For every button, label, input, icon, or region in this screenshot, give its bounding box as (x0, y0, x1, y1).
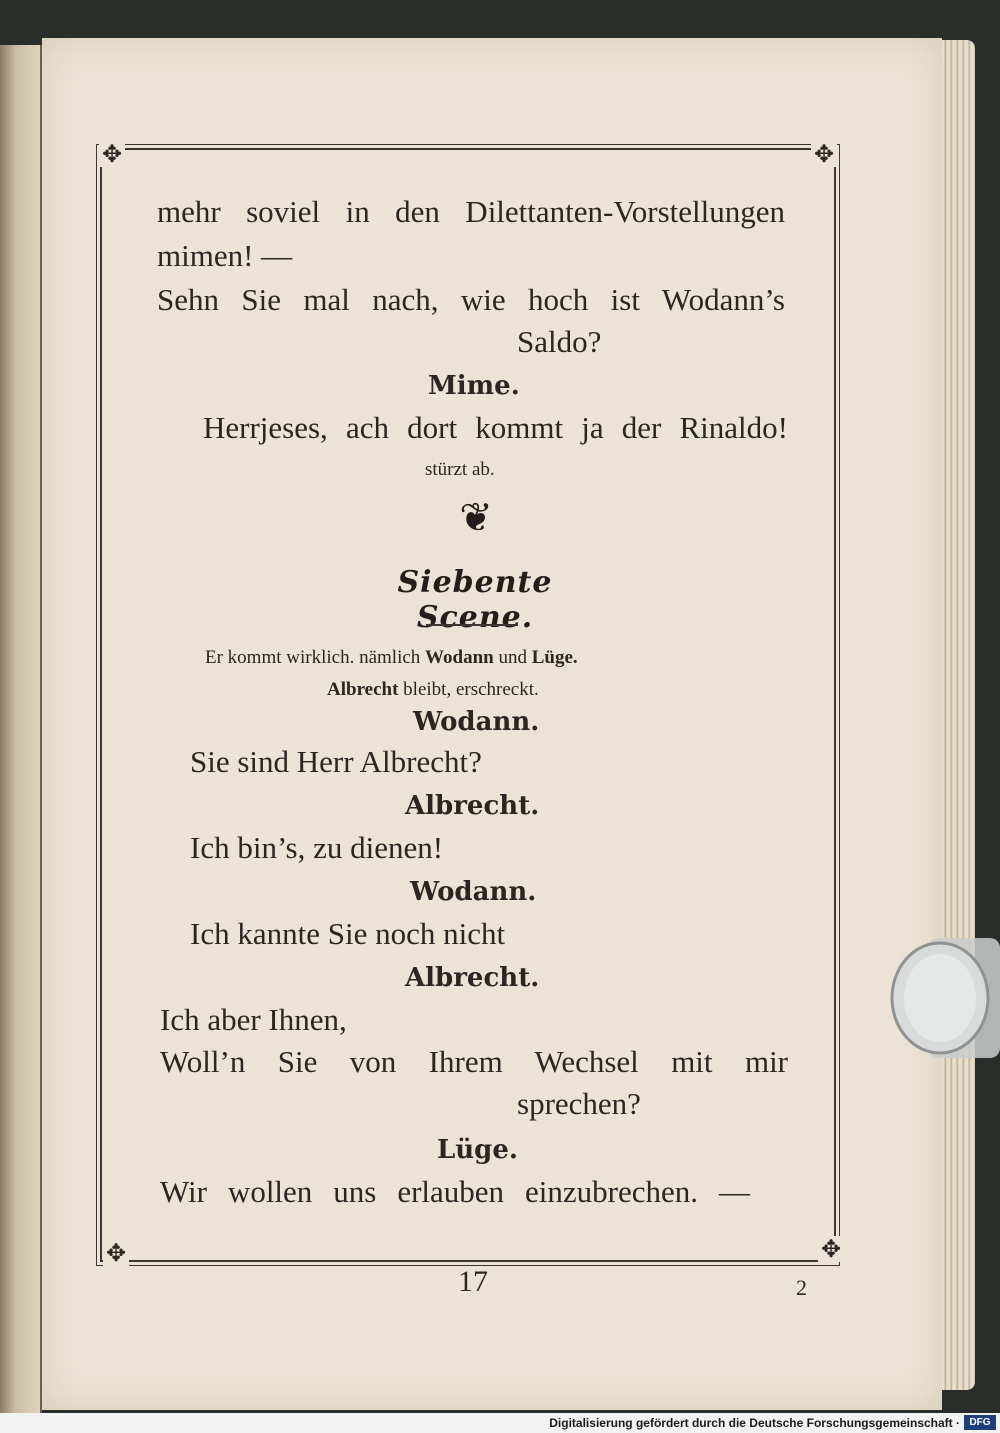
text-line: sprechen? (517, 1086, 641, 1121)
corner-ornament-icon: ✥ (818, 1236, 844, 1262)
stage-direction: Er kommt wirklich. nämlich Wodann und Lüge. (205, 647, 578, 668)
page-clip-icon (888, 938, 1000, 1058)
text-line: mimen! — (157, 238, 293, 273)
text-line: Ich kannte Sie noch nicht (190, 916, 506, 951)
text-line: Ich aber Ihnen, (160, 1002, 347, 1037)
divider-rule (426, 624, 518, 626)
speaker-name: Mime. (428, 371, 520, 401)
text-line: Herrjeses, ach dort kommt ja der Rinaldo! (203, 410, 788, 445)
text-line: Sehn Sie mal nach, wie hoch ist Wodann’s (157, 282, 785, 317)
text-line: Wir wollen uns erlauben einzubrechen. — (160, 1174, 750, 1209)
stage-direction: Albrecht bleibt, erschreckt. (327, 679, 539, 700)
left-page-edge (0, 45, 42, 1415)
text-line: mehr soviel in den Dilettanten-Vorstellungen (157, 194, 785, 229)
speaker-name: Albrecht. (405, 791, 540, 821)
text-line: Saldo? (517, 324, 602, 359)
speaker-name: Wodann. (410, 877, 537, 907)
scene-title: Siebente Scene. (397, 565, 553, 635)
page-number: 17 (458, 1265, 488, 1298)
speaker-name: Albrecht. (405, 963, 540, 993)
corner-ornament-icon: ✥ (811, 141, 837, 167)
speaker-name: Wodann. (413, 707, 540, 737)
corner-ornament-icon: ✥ (103, 1240, 129, 1266)
dfg-logo: DFG (964, 1415, 996, 1430)
stage-direction: stürzt ab. (425, 459, 495, 480)
fleuron-ornament-icon: ❦ (459, 495, 493, 541)
speaker-name: Lüge. (437, 1135, 518, 1165)
text-line: Ich bin’s, zu dienen! (190, 830, 444, 865)
text-line: Woll’n Sie von Ihrem Wechsel mit mir (160, 1044, 788, 1079)
corner-ornament-icon: ✥ (99, 141, 125, 167)
signature-mark: 2 (796, 1275, 807, 1300)
footer-credit: Digitalisierung gefördert durch die Deutsche Forschungsgemeinschaft · (549, 1416, 960, 1430)
text-line: Sie sind Herr Albrecht? (190, 744, 482, 779)
